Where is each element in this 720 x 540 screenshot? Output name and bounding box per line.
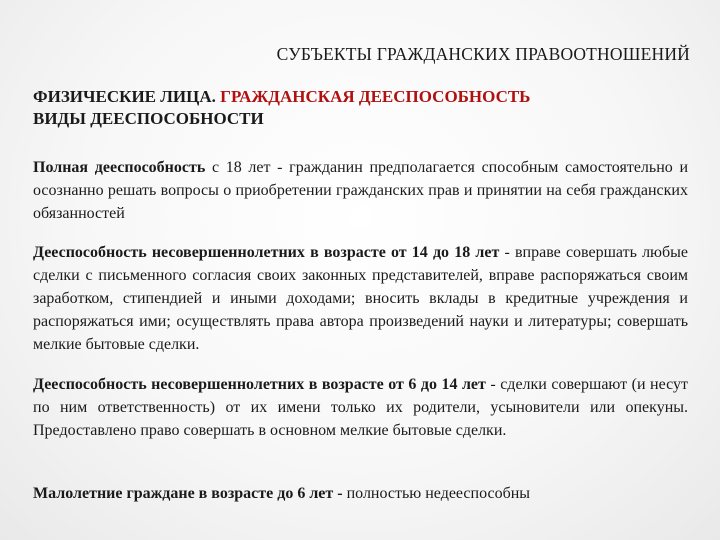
paragraph-capacity-14-18: [33, 241, 688, 356]
paragraph-term: Малолетние граждане в возрасте до 6 лет -: [33, 485, 343, 502]
subtitle-part-capacity: ГРАЖДАНСКАЯ ДЕЕСПОСОБНОСТЬ: [220, 87, 531, 106]
subtitle-part-natural-persons: ФИЗИЧЕСКИЕ ЛИЦА.: [33, 87, 221, 106]
slide-title: СУБЪЕКТЫ ГРАЖДАНСКИХ ПРАВООТНОШЕНИЙ: [276, 44, 690, 64]
slide-subtitle: [33, 86, 683, 130]
paragraph-capacity-6-14: [33, 373, 688, 442]
paragraph-term: Полная дееспособность: [33, 159, 206, 176]
paragraph-term: Дееспособность несовершеннолетних в возрасте от 14 до 18 лет: [33, 244, 500, 261]
paragraph-text: - вправе совершать любые сделки с письменного согласия своих законных представителей, вправе распоряжаться своим заработком, стипендией и иными доходами; вносить вклады в кредитные учреждения и распоряжаться ими; осуществлять права автора произведений науки и литературы; совершать мелкие бытовые сделки.: [33, 244, 688, 353]
paragraph-under-6: [33, 482, 688, 505]
paragraph-term: Дееспособность несовершеннолетних в возрасте от 6 до 14 лет: [33, 376, 486, 393]
paragraph-text: полностью недееспособны: [342, 485, 531, 502]
paragraph-text: - сделки совершают (и несут по ним ответственность) от их имени только их родители, усыновители или опекуны. Предоставлено право совершать в основном мелкие бытовые сделки.: [33, 376, 688, 439]
subtitle-line-types: ВИДЫ ДЕЕСПОСОБНОСТИ: [33, 109, 264, 128]
paragraph-text: с 18 лет - гражданин предполагается способным самостоятельно и осознанно решать вопросы о приобретении гражданских прав и принятии на себя гражданских обязанностей: [33, 159, 689, 222]
paragraph-full-capacity: [33, 156, 688, 225]
